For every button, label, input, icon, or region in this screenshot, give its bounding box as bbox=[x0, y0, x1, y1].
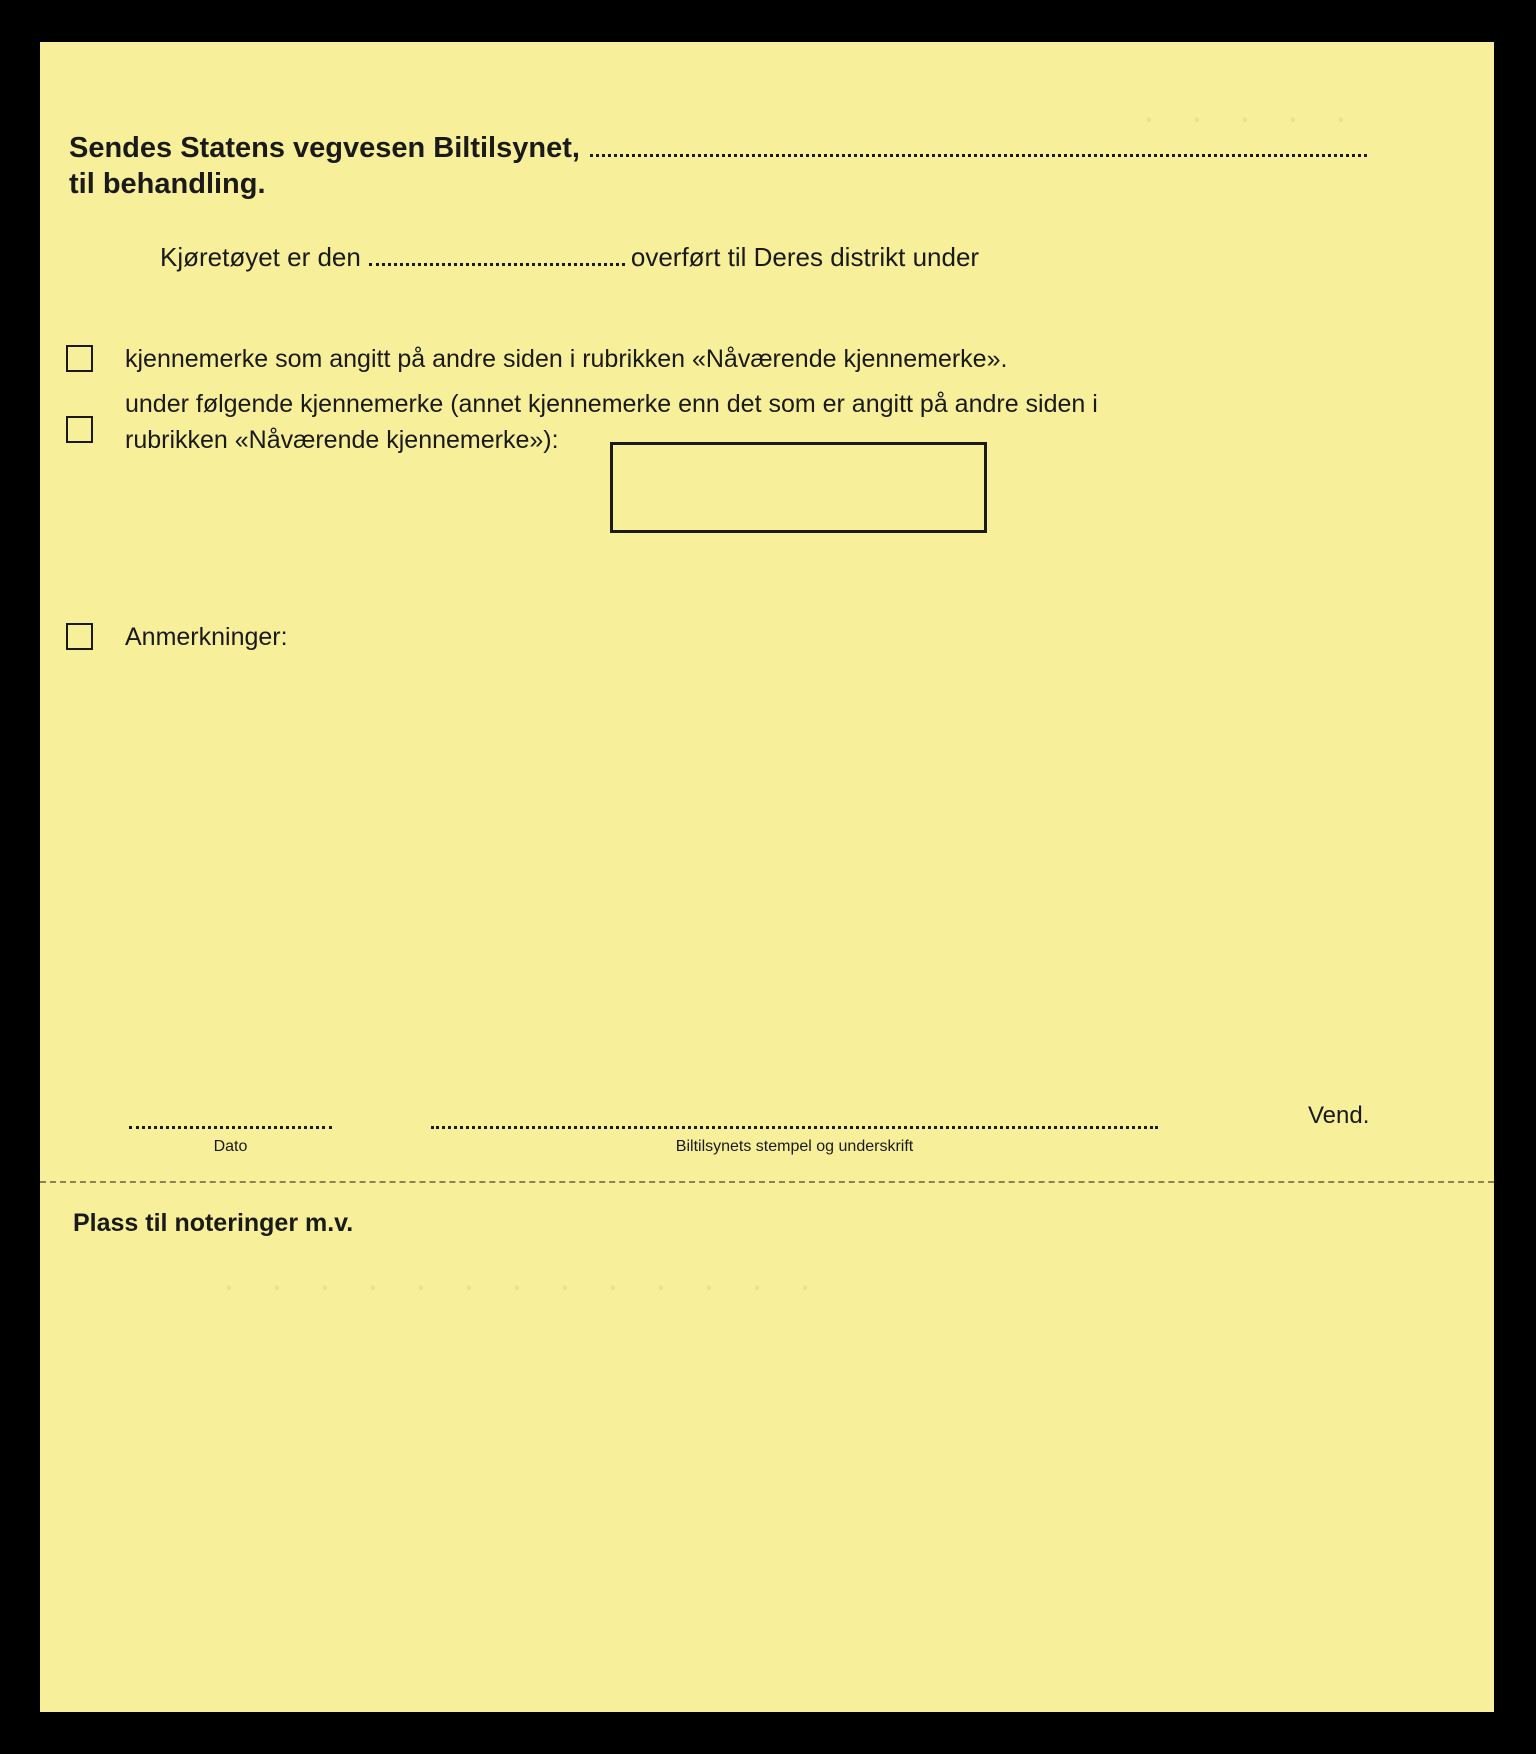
checkbox-new-plate[interactable] bbox=[66, 416, 93, 443]
signature-label: Biltilsynets stempel og underskrift bbox=[675, 1138, 914, 1155]
heading-line-2: til behandling. bbox=[69, 168, 266, 200]
option-new-plate-line-1: under følgende kjennemerke (annet kjennemerke enn det som er angitt på andre siden i bbox=[125, 390, 1098, 418]
heading-line-1: Sendes Statens vegvesen Biltilsynet, bbox=[69, 132, 580, 164]
perforation-line bbox=[40, 1181, 1494, 1183]
show-through-line: · · · · · · · · · · · · · bbox=[220, 1272, 821, 1306]
vehicle-prefix: Kjøretøyet er den bbox=[160, 242, 361, 272]
turn-over-label: Vend. bbox=[1308, 1102, 1370, 1129]
form-heading bbox=[69, 130, 1379, 202]
signature-line[interactable] bbox=[431, 1126, 1158, 1129]
option-current-plate-text: kjennemerke som angitt på andre siden i rubrikken «Nåværende kjennemerke». bbox=[125, 345, 1008, 373]
checkbox-current-plate[interactable] bbox=[66, 345, 93, 372]
date-line[interactable] bbox=[129, 1126, 332, 1129]
notes-title: Plass til noteringer m.v. bbox=[73, 1209, 354, 1237]
transfer-date-field[interactable] bbox=[369, 263, 625, 266]
option-new-plate-line-2: rubrikken «Nåværende kjennemerke»): bbox=[125, 426, 559, 454]
vehicle-suffix: overført til Deres distrikt under bbox=[630, 242, 980, 272]
form-sheet bbox=[40, 42, 1494, 1712]
new-plate-input-box[interactable] bbox=[610, 442, 987, 533]
vehicle-transfer-line bbox=[160, 242, 979, 273]
show-through-line: · · · · · bbox=[1140, 104, 1357, 138]
checkbox-remarks[interactable] bbox=[66, 623, 93, 650]
heading-fill-line[interactable] bbox=[590, 154, 1367, 157]
remarks-label: Anmerkninger: bbox=[125, 623, 288, 651]
date-label: Dato bbox=[213, 1138, 248, 1155]
